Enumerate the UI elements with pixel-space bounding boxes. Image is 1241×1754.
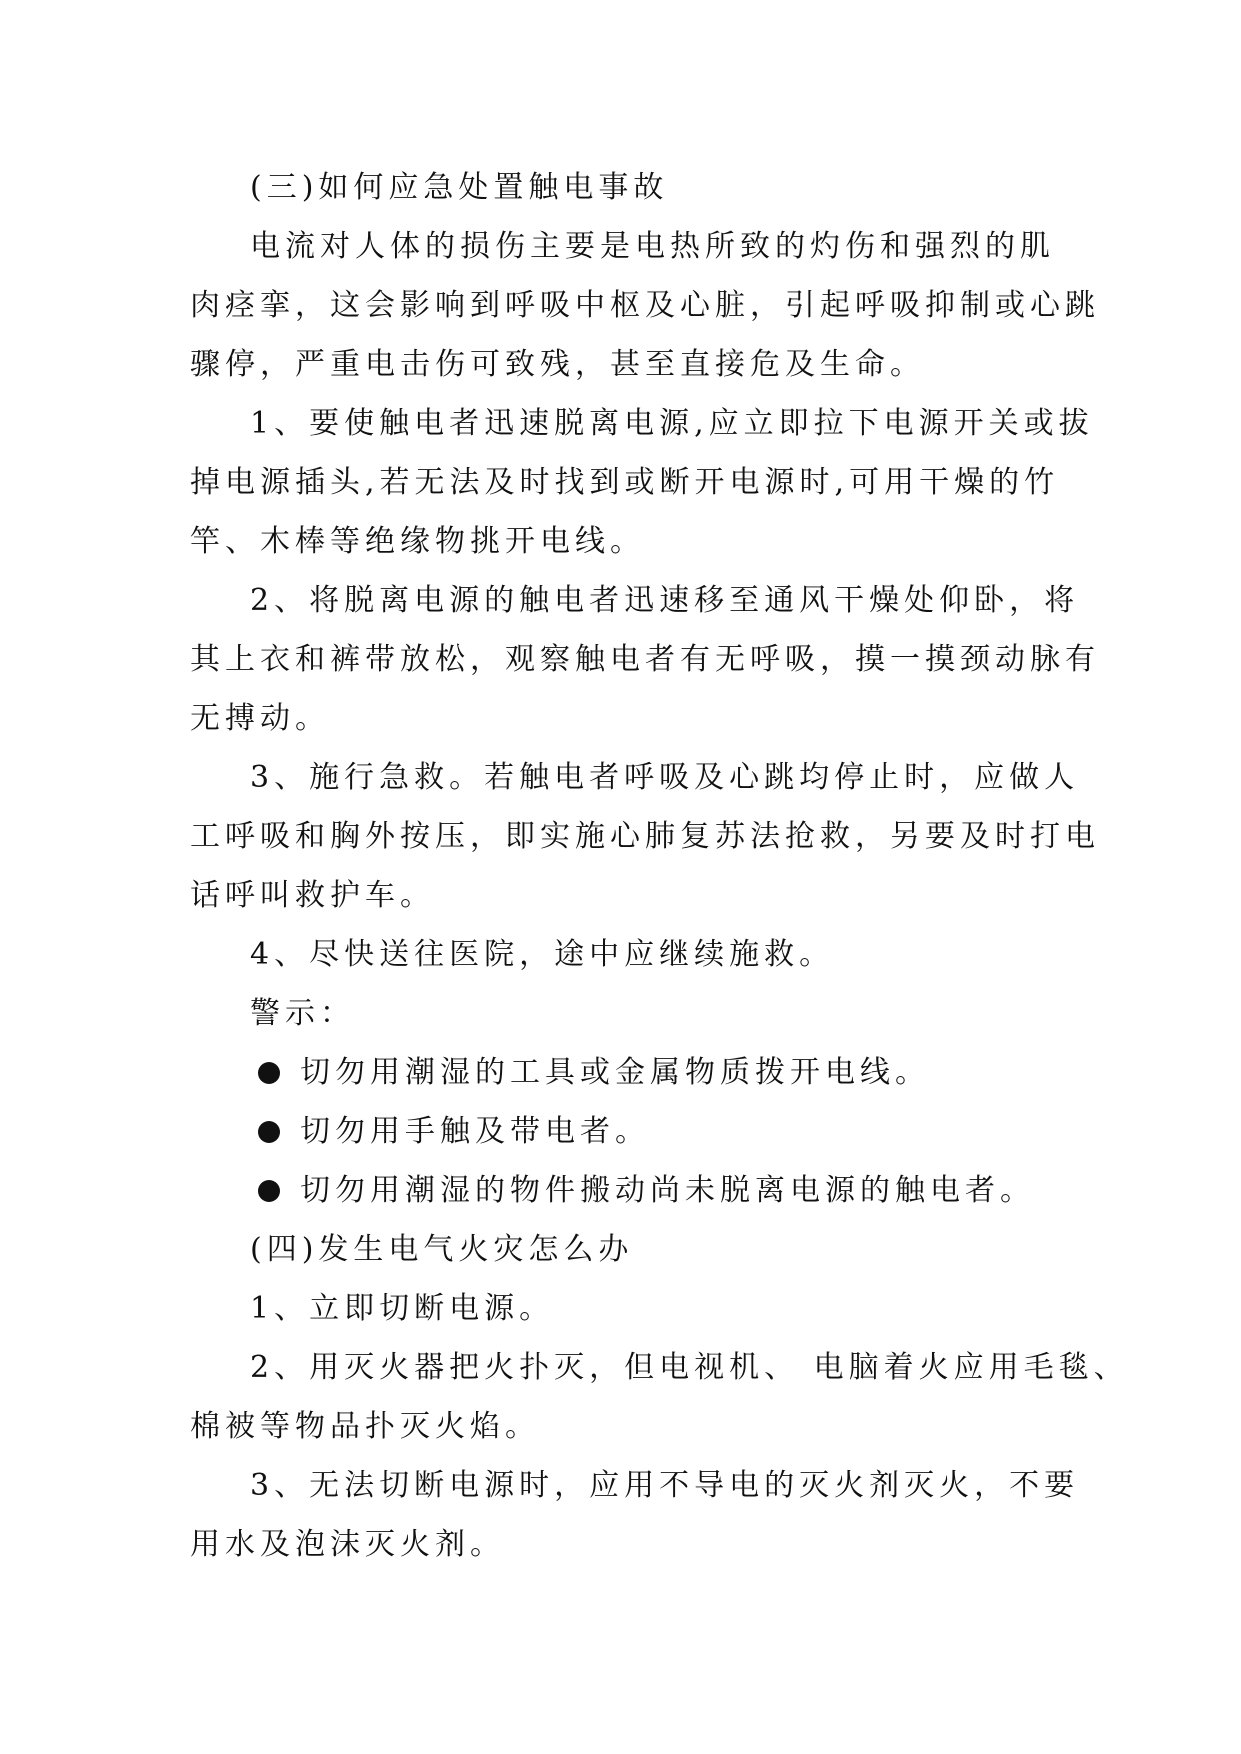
document-body bbox=[190, 158, 1129, 1574]
paragraph-line: 工呼吸和胸外按压，即实施心肺复苏法抢救，另要及时打电 bbox=[190, 819, 1100, 854]
warning-text: 切勿用手触及带电者。 bbox=[300, 1114, 650, 1149]
paragraph-line: 骤停，严重电击伤可致残，甚至直接危及生命。 bbox=[190, 347, 925, 382]
warning-item bbox=[190, 1043, 1050, 1102]
paragraph-line: 竿、木棒等绝缘物挑开电线。 bbox=[190, 524, 645, 559]
step-3-line: 3、施行急救。若触电者呼吸及心跳均停止时，应做人 bbox=[250, 760, 1080, 795]
section-heading-3: (三)如何应急处置触电事故 bbox=[250, 170, 669, 205]
step-1-line: 1、要使触电者迅速脱离电源,应立即拉下电源开关或拔 bbox=[250, 406, 1094, 441]
bullet-icon bbox=[258, 1121, 280, 1143]
paragraph-line: 用水及泡沫灭火剂。 bbox=[190, 1527, 505, 1562]
step-4-line: 4、尽快送往医院，途中应继续施救。 bbox=[250, 937, 835, 972]
bullet-icon bbox=[258, 1062, 280, 1084]
fire-step-2-line: 2、用灭火器把火扑灭，但电视机、 电脑着火应用毛毯、 bbox=[250, 1350, 1129, 1385]
warning-text: 切勿用潮湿的物件搬动尚未脱离电源的触电者。 bbox=[300, 1173, 1035, 1208]
step-2-line: 2、将脱离电源的触电者迅速移至通风干燥处仰卧，将 bbox=[250, 583, 1080, 618]
paragraph-line: 电流对人体的损伤主要是电热所致的灼伤和强烈的肌 bbox=[250, 229, 1055, 264]
paragraph-line: 话呼叫救护车。 bbox=[190, 878, 435, 913]
warning-item bbox=[190, 1102, 1050, 1161]
fire-step-1-line: 1、立即切断电源。 bbox=[250, 1291, 555, 1326]
warning-item bbox=[190, 1161, 1050, 1220]
paragraph-line: 肉痉挛，这会影响到呼吸中枢及心脏，引起呼吸抑制或心跳 bbox=[190, 288, 1100, 323]
warning-text: 切勿用潮湿的工具或金属物质拨开电线。 bbox=[300, 1055, 930, 1090]
paragraph-line: 掉电源插头,若无法及时找到或断开电源时,可用干燥的竹 bbox=[190, 465, 1060, 500]
warning-heading: 警示： bbox=[250, 996, 355, 1031]
fire-step-3-line: 3、无法切断电源时，应用不导电的灭火剂灭火，不要 bbox=[250, 1468, 1080, 1503]
paragraph-line: 无搏动。 bbox=[190, 701, 330, 736]
paragraph-line: 棉被等物品扑灭火焰。 bbox=[190, 1409, 540, 1444]
section-heading-4: (四)发生电气火灾怎么办 bbox=[250, 1232, 634, 1267]
bullet-icon bbox=[258, 1180, 280, 1202]
paragraph-line: 其上衣和裤带放松，观察触电者有无呼吸，摸一摸颈动脉有 bbox=[190, 642, 1100, 677]
